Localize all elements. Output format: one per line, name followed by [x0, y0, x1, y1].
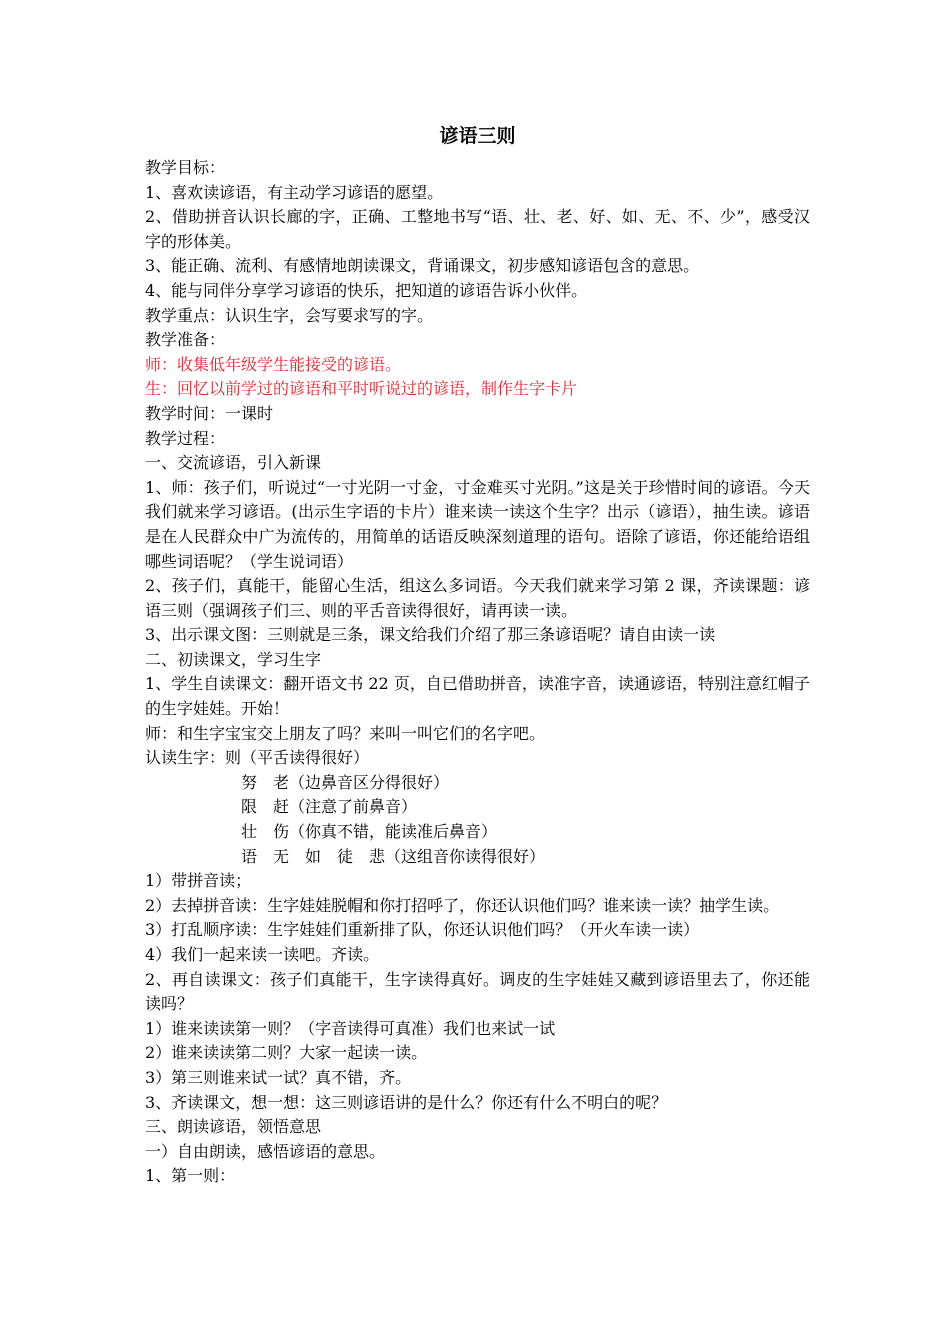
paragraph-line: 1、喜欢读谚语，有主动学习谚语的愿望。 — [145, 182, 444, 202]
paragraph-line: 教学目标： — [145, 158, 226, 177]
paragraph-line: 2）去掉拼音读：生字娃娃脱帽和你打招呼了，你还认识他们吗？谁来读一读？抽学生读。 — [145, 895, 780, 915]
paragraph-line: 一）自由朗读，感悟谚语的意思。 — [145, 1141, 386, 1161]
paragraph-line: 限 赶（注意了前鼻音） — [241, 797, 418, 817]
paragraph-line: 2、孩子们，真能干，能留心生活，组这么多词语。今天我们就来学习第 2 课，齐读课题：谚语三则（强调孩子们三、则的平舌音读得很好，请再读一读。 — [145, 576, 810, 620]
paragraph-line: 3）打乱顺序读：生字娃娃们重新排了队，你还认识他们吗？（开火车读一读） — [145, 920, 700, 940]
paragraph-line: 教学过程： — [145, 428, 226, 448]
paragraph-line: 教学重点：认识生字，会写要求写的字。 — [145, 305, 434, 325]
paragraph-line: 4）我们一起来读一读吧。齐读。 — [145, 945, 380, 964]
document-page — [145, 118, 810, 1189]
paragraph-line: 师：收集低年级学生能接受的谚语。 — [145, 354, 402, 374]
paragraph-line: 1）谁来读读第一则？（字音读得可真准）我们也来试一试 — [145, 1018, 556, 1038]
paragraph-line: 师：和生字宝宝交上朋友了吗？来叫一叫它们的名字吧。 — [145, 723, 546, 743]
paragraph-line: 生：回忆以前学过的谚语和平时听说过的谚语，制作生字卡片 — [145, 379, 578, 399]
paragraph-line: 3、出示课文图：三则就是三条，课文给我们介绍了那三条谚语呢？请自由读一读 — [145, 625, 716, 645]
paragraph-line: 壮 伤（你真不错，能读准后鼻音） — [241, 822, 498, 842]
paragraph-line: 二、初读课文，学习生字 — [145, 649, 322, 669]
paragraph-line: 教学准备： — [145, 330, 226, 350]
paragraph-line: 3、齐读课文，想一想：这三则谚语讲的是什么？你还有什么不明白的呢？ — [145, 1092, 668, 1112]
paragraph-line: 2、再自读课文：孩子们真能干，生字读得真好。调皮的生字娃娃又藏到谚语里去了，你还能读吗？ — [145, 969, 810, 1014]
paragraph-line: 一、交流谚语，引入新课 — [145, 453, 322, 473]
paragraph-line: 4、能与同伴分享学习谚语的快乐，把知道的谚语告诉小伙伴。 — [145, 280, 588, 300]
paragraph-line: 教学时间：一课时 — [145, 403, 274, 423]
paragraph-line: 努 老（边鼻音区分得很好） — [241, 772, 450, 792]
paragraph-line: 2、借助拼音认识长廊的字，正确、工整地书写“语、壮、老、好、如、无、不、少”，感受汉字的形体美。 — [145, 207, 810, 251]
paragraph-line: 语 无 如 徒 悲（这组音你读得很好） — [241, 846, 546, 866]
document-title: 谚语三则 — [439, 125, 516, 147]
paragraph-line: 1）带拼音读； — [145, 871, 252, 891]
paragraph-line: 1、第一则： — [145, 1166, 236, 1186]
paragraph-line: 1、师：孩子们，听说过“一寸光阴一寸金，寸金难买寸光阴。”这是关于珍惜时间的谚语。今天我们就来学习谚语。(出示生字语的卡片）谁来读一读这个生字？出示（谚语），抽生读。谚语是在人民群众中广为流传的，用简单的话语反映深刻道理的语句。语除了谚语，你还能给语组哪些词语呢？（学生说词语） — [145, 477, 810, 571]
paragraph-line: 1、学生自读课文：翻开语文书 22 页，自已借助拼音，读准字音，读通谚语，特别注意红帽子的生字娃娃。开始！ — [145, 674, 810, 719]
paragraph-line: 3、能正确、流利、有感情地朗读课文，背诵课文，初步感知谚语包含的意思。 — [145, 256, 700, 276]
paragraph-line: 认读生字：则（平舌读得很好） — [145, 748, 370, 768]
document-body — [145, 156, 810, 1189]
paragraph-line: 2）谁来读读第二则？大家一起读一读。 — [145, 1043, 428, 1063]
paragraph-line: 3）第三则谁来试一试？真不错，齐。 — [145, 1067, 412, 1087]
paragraph-line: 三、朗读谚语，领悟意思 — [145, 1117, 322, 1137]
